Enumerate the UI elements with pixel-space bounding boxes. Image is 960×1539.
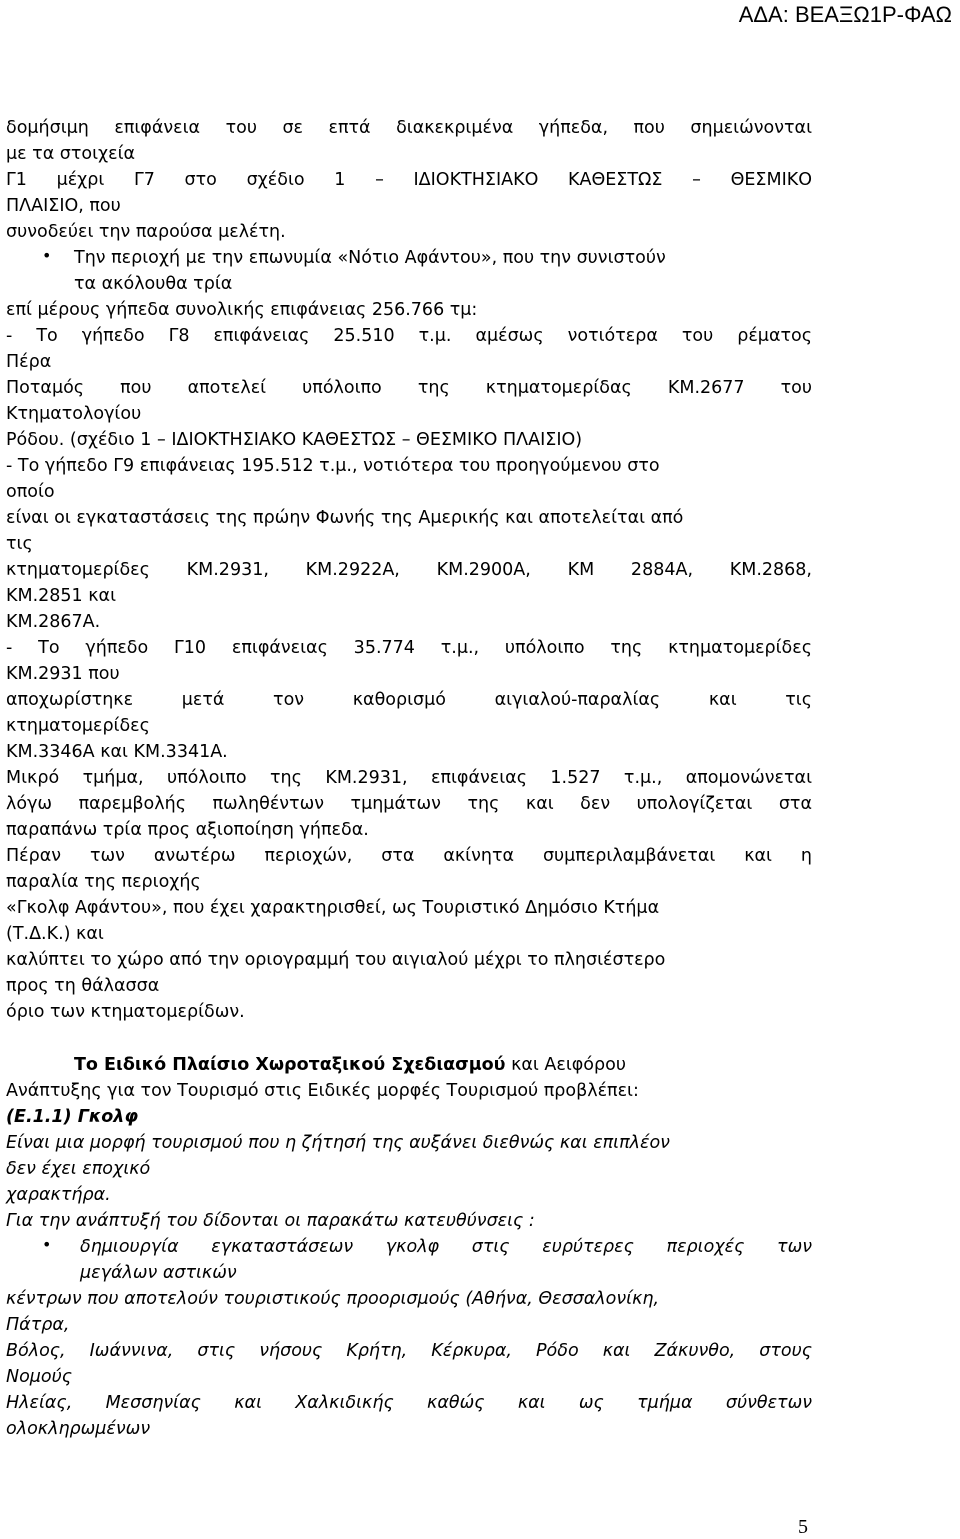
text-line: ΚΜ.2867Α. bbox=[6, 612, 101, 632]
bullet-icon: • bbox=[42, 246, 52, 265]
text-line: Γ1 μέχρι Γ7 στο σχέδιο 1 – ΙΔΙΟΚΤΗΣΙΑΚΟ ΚΑΘΕΣΤΩΣ – ΘΕΣΜΙΚΟ bbox=[6, 170, 812, 190]
text-line: με τα στοιχεία bbox=[6, 144, 136, 164]
text-line: τα ακόλουθα τρία bbox=[74, 274, 233, 294]
text-line: τις bbox=[6, 534, 33, 554]
italic-line: Νομούς bbox=[6, 1367, 73, 1387]
text-line: ΚΜ.2851 και bbox=[6, 586, 117, 606]
text-line: Πέραν των ανωτέρω περιοχών, στα ακίνητα συμπεριλαμβάνεται και η bbox=[6, 846, 812, 866]
text-line: προς τη θάλασσα bbox=[6, 976, 160, 996]
page-number: 5 bbox=[798, 1516, 808, 1538]
text-line: Ποταμός που αποτελεί υπόλοιπο της κτηματομερίδας ΚΜ.2677 του bbox=[6, 378, 812, 398]
italic-line: Βόλος, Ιωάννινα, στις νήσους Κρήτη, Κέρκυρα, Ρόδο και Ζάκυνθο, στους bbox=[6, 1341, 812, 1361]
section-intro bbox=[74, 1052, 812, 1078]
bullet-icon: • bbox=[42, 1235, 52, 1254]
italic-line: κέντρων που αποτελούν τουριστικούς προορισμούς (Αθήνα, Θεσσαλονίκη, bbox=[6, 1289, 660, 1309]
text-line: Κτηματολογίου bbox=[6, 404, 142, 424]
section-bold-title: Το Ειδικό Πλαίσιο Χωροταξικού Σχεδιασμού bbox=[74, 1055, 506, 1075]
italic-line: δημιουργία εγκαταστάσεων γκολφ στις ευρύτερες περιοχές των bbox=[80, 1237, 812, 1257]
text-line: κτηματομερίδες ΚΜ.2931, ΚΜ.2922Α, ΚΜ.2900Α, ΚΜ 2884Α, ΚΜ.2868, bbox=[6, 560, 812, 580]
text-line: είναι οι εγκαταστάσεις της πρώην Φωνής της Αμερικής και αποτελείται από bbox=[6, 508, 684, 528]
text-line: ΚΜ.3346Α και ΚΜ.3341Α. bbox=[6, 742, 228, 762]
italic-line: Είναι μια μορφή τουρισμού που η ζήτησή της αυξάνει διεθνώς και επιπλέον bbox=[6, 1133, 670, 1153]
section-title-rest: και Αειφόρου bbox=[505, 1055, 626, 1075]
italic-line: μεγάλων αστικών bbox=[80, 1263, 237, 1283]
text-line: - Το γήπεδο Γ9 επιφάνειας 195.512 τ.μ., νοτιότερα του προηγούμενου στο bbox=[6, 456, 660, 476]
text-line: ΠΛΑΙΣΙΟ, που bbox=[6, 196, 121, 216]
text-line: (Τ.Δ.Κ.) και bbox=[6, 924, 104, 944]
text-line: Πέρα bbox=[6, 352, 52, 372]
italic-line: Ηλείας, Μεσσηνίας και Χαλκιδικής καθώς και ως τμήμα σύνθετων bbox=[6, 1393, 812, 1413]
text-line: κτηματομερίδες bbox=[6, 716, 150, 736]
text-line: - Το γήπεδο Γ8 επιφάνειας 25.510 τ.μ. αμέσως νοτιότερα του ρέματος bbox=[6, 326, 812, 346]
text-line: όριο των κτηματομερίδων. bbox=[6, 1002, 245, 1022]
italic-line: δεν έχει εποχικό bbox=[6, 1159, 151, 1179]
text-line: οποίο bbox=[6, 482, 55, 502]
italic-line: χαρακτήρα. bbox=[6, 1185, 111, 1205]
italic-line: ολοκληρωμένων bbox=[6, 1419, 151, 1439]
italic-line: Για την ανάπτυξή του δίδονται οι παρακάτω κατευθύνσεις : bbox=[6, 1211, 535, 1231]
text-line: επί μέρους γήπεδα συνολικής επιφάνειας 256.766 τμ: bbox=[6, 300, 478, 320]
text-line: «Γκολφ Αφάντου», που έχει χαρακτηρισθεί, ως Τουριστικό Δημόσιο Κτήμα bbox=[6, 898, 660, 918]
text-line: αποχωρίστηκε μετά τον καθορισμό αιγιαλού-παραλίας και τις bbox=[6, 690, 812, 710]
text-line: παραλία της περιοχής bbox=[6, 872, 201, 892]
text-line: - Το γήπεδο Γ10 επιφάνειας 35.774 τ.μ., υπόλοιπο της κτηματομερίδες bbox=[6, 638, 812, 658]
text-line: Ρόδου. (σχέδιο 1 – ΙΔΙΟΚΤΗΣΙΑΚΟ ΚΑΘΕΣΤΩΣ – ΘΕΣΜΙΚΟ ΠΛΑΙΣΙΟ) bbox=[6, 430, 583, 450]
text-line: λόγω παρεμβολής πωληθέντων τμημάτων της και δεν υπολογίζεται στα bbox=[6, 794, 812, 814]
ada-code: ΑΔΑ: ΒΕΑΞΩ1Ρ-ΦΑΩ bbox=[738, 2, 952, 27]
subsection-heading: (Ε.1.1) Γκολφ bbox=[6, 1107, 139, 1127]
text-line: δομήσιμη επιφάνεια του σε επτά διακεκριμένα γήπεδα, που σημειώνονται bbox=[6, 118, 812, 138]
section-line: Ανάπτυξης για τον Τουρισμό στις Ειδικές μορφές Τουρισμού προβλέπει: bbox=[6, 1081, 639, 1101]
text-line: ΚΜ.2931 που bbox=[6, 664, 120, 684]
text-line: Μικρό τμήμα, υπόλοιπο της ΚΜ.2931, επιφάνειας 1.527 τ.μ., απομονώνεται bbox=[6, 768, 812, 788]
text-line: συνοδεύει την παρούσα μελέτη. bbox=[6, 222, 286, 242]
text-line: καλύπτει το χώρο από την οριογραμμή του αιγιαλού μέχρι το πλησιέστερο bbox=[6, 950, 666, 970]
italic-line: Πάτρα, bbox=[6, 1315, 70, 1335]
text-line: Την περιοχή με την επωνυμία «Νότιο Αφάντου», που την συνιστούν bbox=[74, 248, 666, 268]
text-line: παραπάνω τρία προς αξιοποίηση γήπεδα. bbox=[6, 820, 369, 840]
